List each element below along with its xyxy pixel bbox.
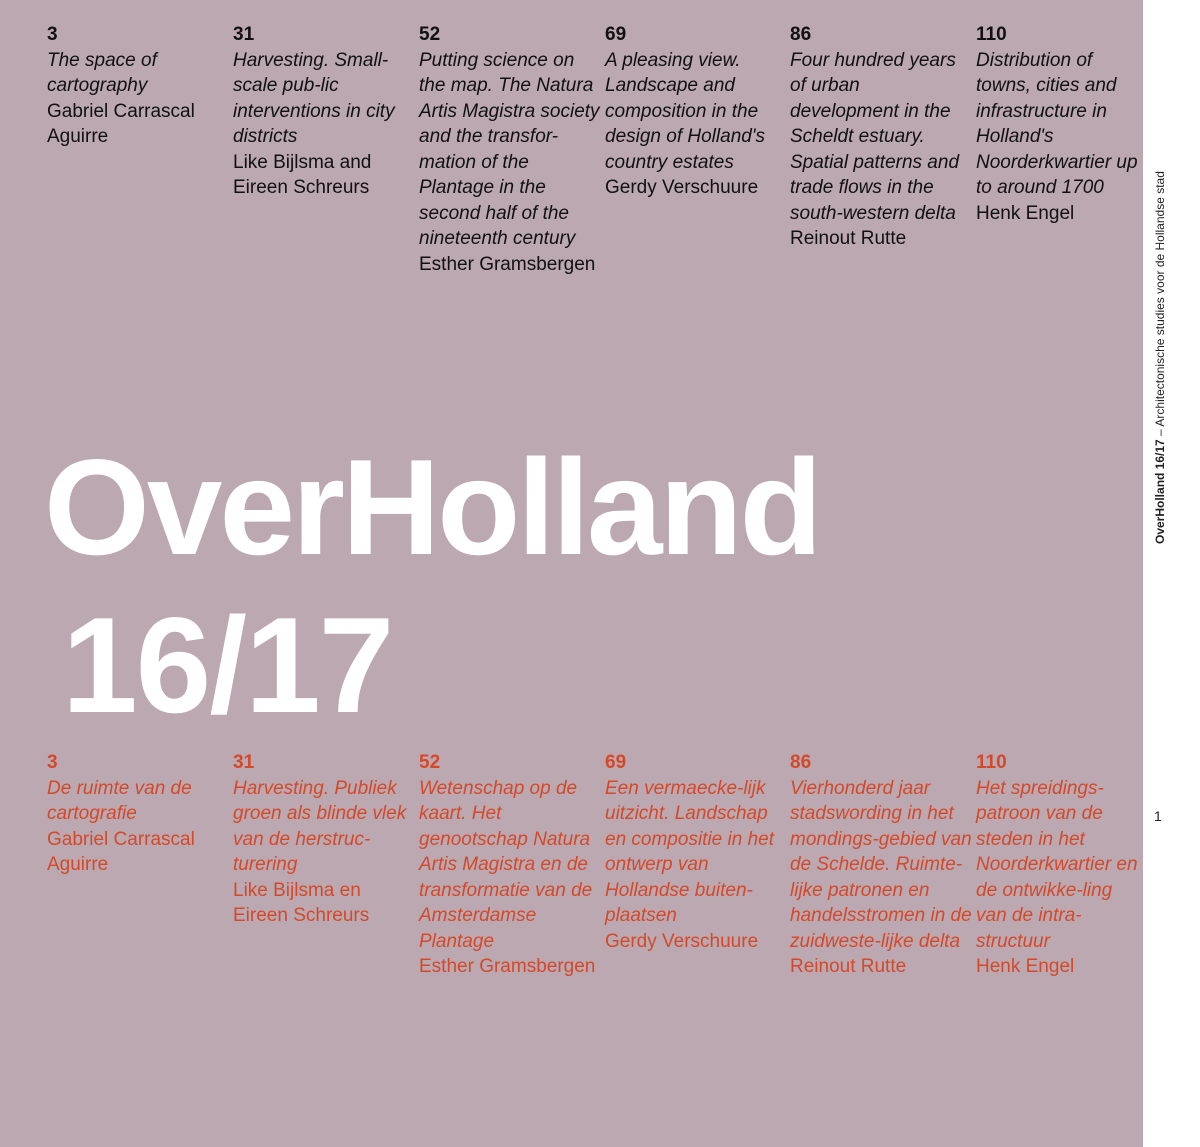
toc-en-title: Four hundred years of urban development in the Scheldt estuary. Spatial patterns and trade flows in the south-western delta (790, 49, 960, 224)
toc-nl-author: Esther Gramsbergen (419, 956, 596, 977)
toc-nl-page-number: 86 (790, 752, 812, 773)
toc-nl-author: Henk Engel (976, 956, 1075, 977)
toc-nl-entry-3 (419, 750, 601, 980)
toc-en-entry-6 (976, 22, 1141, 226)
toc-en-entry-2 (233, 22, 415, 201)
toc-en-title: Putting science on the map. The Natura Artis Magistra society and the transfor-mation of the Plantage in the second half of the nineteenth century (419, 49, 600, 249)
toc-en-author: Henk Engel (976, 202, 1075, 224)
toc-nl-title: Wetenschap op de kaart. Het genootschap Natura Artis Magistra en de transformatie van de Amsterdamse Plantage (419, 777, 593, 952)
toc-nl-page-number: 110 (976, 752, 1007, 773)
toc-nl-author: Reinout Rutte (790, 956, 907, 977)
toc-en-page-number: 31 (233, 24, 255, 45)
toc-en-title: The space of cartography (47, 49, 157, 96)
toc-nl-page-number: 31 (233, 752, 255, 773)
toc-en-author: Esther Gramsbergen (419, 253, 596, 275)
toc-en-page-number: 3 (47, 24, 58, 45)
magazine-title: OverHolland (44, 431, 820, 583)
toc-en-author: Gerdy Verschuure (605, 177, 759, 198)
toc-nl-title: Harvesting. Publiek groen als blinde vlek van de herstruc-turering (233, 777, 407, 875)
page-number: 1 (1154, 808, 1162, 824)
toc-en-page-number: 86 (790, 24, 812, 45)
issue-number: 16/17 (62, 589, 393, 741)
toc-en-entry-1 (47, 22, 229, 150)
toc-en-author: Reinout Rutte (790, 228, 907, 249)
toc-en-entry-5 (790, 22, 972, 252)
toc-nl-title: Vierhonderd jaar stadswording in het mondings-gebied van de Schelde. Ruimte-lijke patronen en handelsstromen in de zuidweste-lijke delta (790, 777, 972, 952)
toc-nl-entry-2 (233, 750, 415, 929)
toc-nl-entry-5 (790, 750, 972, 980)
spine (1143, 0, 1200, 1147)
toc-nl-author: Gerdy Verschuure (605, 930, 759, 952)
spine-title-bold: OverHolland 16/17 (1153, 439, 1167, 544)
toc-nl-title: De ruimte van de cartografie (47, 777, 192, 824)
toc-nl-page-number: 3 (47, 752, 58, 773)
toc-en-title: A pleasing view. Landscape and composition in the design of Holland's country estates (605, 49, 765, 173)
toc-en-author: Gabriel Carrascal Aguirre (47, 100, 195, 147)
toc-en-title: Harvesting. Small-scale pub-lic interventions in city districts (233, 49, 395, 147)
toc-nl-author: Gabriel Carrascal Aguirre (47, 828, 195, 875)
toc-en-page-number: 110 (976, 24, 1007, 45)
toc-en-title: Distribution of towns, cities and infrastructure in Holland's Noorderkwartier up to around 1700 (976, 49, 1138, 198)
spine-subtitle: – Architectonische studies voor de Hollandse stad (1153, 171, 1167, 436)
toc-en-entry-3 (419, 22, 601, 277)
toc-nl-entry-1 (47, 750, 229, 878)
spine-title (1153, 171, 1167, 544)
toc-nl-author: Like Bijlsma en Eireen Schreurs (233, 879, 370, 926)
toc-nl-title: Het spreidings-patroon van de steden in het Noorderkwartier en de ontwikke-ling van de intra-structuur (976, 777, 1138, 952)
toc-nl-title: Een vermaecke-lijk uitzicht. Landschap en compositie in het ontwerp van Hollandse buiten-plaatsen (605, 777, 774, 926)
toc-en-page-number: 69 (605, 24, 627, 45)
toc-en-entry-4 (605, 22, 787, 201)
toc-nl-entry-4 (605, 750, 787, 954)
toc-nl-page-number: 69 (605, 752, 627, 773)
toc-en-page-number: 52 (419, 24, 441, 45)
toc-en-author: Like Bijlsma and Eireen Schreurs (233, 151, 372, 198)
toc-nl-entry-6 (976, 750, 1141, 980)
toc-nl-page-number: 52 (419, 752, 441, 773)
